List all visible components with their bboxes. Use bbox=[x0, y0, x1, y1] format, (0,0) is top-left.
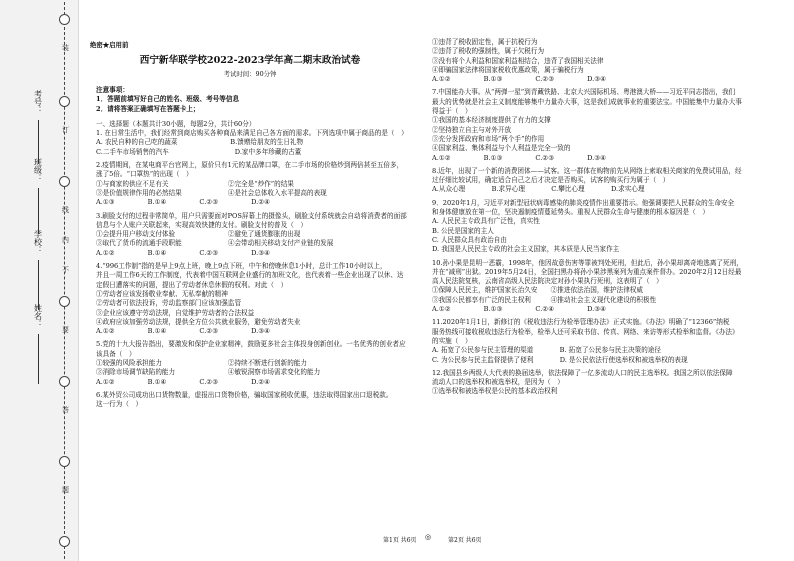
question-line: 10.孙小果是昆明一恶霸，1998年，他因故意伤害等罪被判处死刑，但此后，孙小果却离奇地逃离了死刑， bbox=[432, 258, 743, 267]
question-line: 9．2020年1月，习近平对新型冠状病毒感染的肺炎疫情作出重要指示。他强调要把人民群众的生命安全 bbox=[432, 198, 735, 207]
binding-hole bbox=[59, 96, 70, 107]
exam-time: 考试时间：90分钟 bbox=[223, 70, 277, 78]
left-column bbox=[96, 86, 426, 410]
note-item: 2．请将答案正确填写在答题卡上； bbox=[96, 104, 200, 113]
question-line: ③我国公民都享有广泛的民主权利 ④推动社会主义现代化建设的积极性 bbox=[432, 295, 657, 304]
name-label: 姓名： bbox=[33, 304, 43, 328]
question-line: 过仔细比较试用，确定适合自己之后才决定是否购买，试客的购买行为属于（ ） bbox=[432, 176, 670, 185]
binding-hole bbox=[59, 14, 70, 25]
binding-dashed-line bbox=[64, 2, 65, 559]
question-line: ②坚持独立自主与对外开放 bbox=[432, 125, 512, 134]
question-line: 8.近年，出现了一个新的消费团体——试客。这一群体在购物前先从网络上索取相关商家的免费试用品，经 bbox=[432, 166, 742, 175]
question-line: 高人民法院复核，云南省高级人民法院决定对孙小果执行死刑，这表明了（ ） bbox=[432, 277, 663, 286]
question-line: 得益于（ ） bbox=[432, 107, 472, 116]
question-line: 和身体健康放在第一位，坚决遏制疫情蔓延势头。重视人民群众生命与健康的根本原因是（ ） bbox=[432, 208, 709, 217]
question-line: ①违背了税收固定性，属于抗税行为 bbox=[432, 38, 538, 46]
seal-word: 订 bbox=[62, 126, 69, 134]
question-line: A.从众心理 B.求异心理 C.攀比心理 D.求实心理 bbox=[432, 185, 645, 194]
question-line: ①保障人民民主，维护国家长治久安 ②推进依法治国，维护法律权威 bbox=[432, 286, 643, 295]
binding-hole bbox=[59, 456, 70, 467]
page-number-right: 第2页 共6页 bbox=[448, 537, 482, 544]
question-line: ①会提升用户移动支付体验 ②避免了通货膨胀的出现 bbox=[96, 230, 301, 239]
footer-symbol: ◎ bbox=[425, 533, 432, 541]
question-line: 4.“996工作制”指的是早上9点上班，晚上9点下班，中午和傍晚休息1小时，总计工作10小时以上， bbox=[96, 262, 387, 271]
question-line: 信息与个人账户关联起来，实现高效快捷的支付。刷脸支付的普及（ ） bbox=[96, 220, 307, 229]
question-line: ④国家利益、集体利益与个人利益是完全一致的 bbox=[432, 144, 571, 153]
school-field[interactable] bbox=[30, 230, 46, 310]
question-line: 该具备（ ） bbox=[96, 349, 136, 358]
seal-word: 线 bbox=[62, 206, 69, 214]
question-line: A. 农民自种的自己吃的蔬菜 B.馈赠给朋友的生日礼物 bbox=[96, 138, 304, 147]
school-label: 学校： bbox=[33, 230, 43, 254]
question-line: 11.2020年1月1日，新修订的《税收违法行为检举管理办法》正式实施。《办法》明确了“12366”纳税 bbox=[432, 318, 730, 327]
question-line: C. 为公民参与民主监督提供了便利 D. 是公民依法行使选举权和被选举权的表现 bbox=[432, 355, 688, 364]
question-line: ①劳动者应该发扬敬业奉献、无私奉献的精神 bbox=[96, 289, 228, 298]
question-line: ③企业应该遵守劳动法规，自觉维护劳动者的合法权益 bbox=[96, 308, 255, 317]
question-line: B. 公民是国家的主人 bbox=[432, 226, 494, 235]
seal-word: 不 bbox=[62, 266, 69, 274]
question-line: 7.中国能办大事。从“两弹一星”到青藏铁路、北京大兴国际机场、粤港澳大桥——习近平同志指出，我们 bbox=[432, 88, 736, 97]
question-line: 的实施（ ） bbox=[432, 336, 472, 345]
question-line: C.二手车市场销售的汽车 D.家中多年珍藏的古董 bbox=[96, 147, 302, 156]
question-line: A. 人民民主专政具有广泛性，真实性 bbox=[432, 217, 540, 226]
question-line: 2.疫情期间，在某电商平台官网上，原价只有1元的某品牌口罩，在二手市场的价格炒到两倍甚至五倍多， bbox=[96, 161, 404, 170]
question-line: 流动人口的选举权和被选举权，是因为（ ） bbox=[432, 378, 564, 387]
question-line: ①选举权和被选举权是公民的基本政治权利 bbox=[432, 387, 558, 396]
question-line: 3.刷脸支付的过程非常简单，用户只需要面对POS屏幕上的摄像头，刷脸支付系统就会自动将消费者的面部 bbox=[96, 211, 407, 220]
question-line: ③消除市场调节缺陷的能力 ④敏锐洞察市场需求变化的能力 bbox=[96, 368, 321, 377]
question-line: 定假日遭落实的问题，提出了劳动者休息休假的权利。对此（ ） bbox=[96, 280, 288, 289]
question-line: ③是价值规律作用的必然结果 ④是社会总体收入水平提高的表现 bbox=[96, 188, 327, 197]
binding-hole bbox=[59, 536, 70, 547]
question-line: ①与商家的供应不足有关 ②完全是“炒作”的结果 bbox=[96, 179, 294, 188]
question-line: 6.某外贸公司成功出口货物数量，虚报出口货物价格，骗取国家税收优惠，违法取得国家出口退税款。 bbox=[96, 390, 393, 399]
question-line: 涨了5倍。“口罩热”的出现（ ） bbox=[96, 170, 193, 179]
question-line: ②劳动者可依法投诉，劳动监察部门应该加强监管 bbox=[96, 299, 242, 308]
question-line: ④即骗国家法律将国家税收优惠政策，属于骗税行为 bbox=[432, 65, 584, 74]
question-line: A.①② B.①③ C.②④ D.③④ bbox=[432, 305, 607, 314]
question-line: 一、选择题（本题共计30小题，每题2分，共计60分） bbox=[96, 119, 256, 128]
question-line: 1. 在日常生活中，我们经常到商店购买各种商品来满足自己各方面的需求。下列选项中属于商品的是（ ） bbox=[96, 129, 408, 138]
seal-word: 题 bbox=[62, 486, 69, 494]
question-line: 最大的优势就是社会主义制度能够集中力量办大事，这是我们成就事业的重要法宝。中国能集中力量办大事 bbox=[432, 97, 742, 106]
question-line: A.①③ B.①④ C.②③ D.②④ bbox=[96, 198, 271, 207]
exam-number-label: 考号： bbox=[33, 90, 43, 114]
seal-word: 内 bbox=[62, 236, 69, 244]
secret-mark: 绝密★启用前 bbox=[90, 41, 129, 49]
right-column bbox=[432, 38, 787, 397]
question-line: A.①② B.①③ C.②③ D.③④ bbox=[432, 153, 607, 162]
question-line: ③充分发挥政府和市场“两个手”的作用 bbox=[432, 134, 545, 143]
notes-heading: 注意事项： bbox=[96, 86, 129, 94]
seal-word: 答 bbox=[62, 406, 69, 414]
question-line: ①我国的基本经济制度提供了有力的支撑 bbox=[432, 116, 551, 125]
left-questions bbox=[96, 120, 426, 410]
question-line: 这一行为（ ） bbox=[96, 400, 143, 409]
question-line: ②违背了税收的强制性，属于欠税行为 bbox=[432, 47, 545, 56]
class-label: 班级： bbox=[33, 158, 43, 182]
binding-hole bbox=[59, 176, 70, 187]
question-line: A.①② B.①④ C.②③ D.③④ bbox=[96, 327, 271, 336]
question-line: ①较强的风险承担能力 ②持续不断进行创新的能力 bbox=[96, 359, 307, 368]
binding-hole bbox=[59, 376, 70, 387]
question-line: 并且一周工作6天的工作制度，代表着中国互联网企业盛行的加班文化，也代表着一些企业出现了以休、达 bbox=[96, 271, 404, 280]
question-line: A.①② B.①④ C.②③ D.②④ bbox=[96, 377, 271, 386]
question-line: 服务热线可接收税收违法行为检举，检举人还可采取书信、传真、网络、来访等形式检举和监督。《办法》 bbox=[432, 327, 739, 336]
question-line: A.①② B.①③ C.②③ D.③④ bbox=[432, 75, 607, 84]
question-line: A.①② B.①④ C.②③ D.③④ bbox=[96, 248, 271, 257]
name-field[interactable] bbox=[30, 304, 46, 384]
question-line: 12.我国县乡两级人大代表的换届选举，依法保障了一亿多流动人口的民主选举权。我国之所以依法保障 bbox=[432, 368, 733, 377]
question-line: ④政府应该加强劳动法规，提供全方位公共就业服务，避免劳动者失业 bbox=[96, 317, 301, 326]
right-questions bbox=[432, 38, 787, 397]
note-item: 1．答题前填写好自己的姓名、班级、考号等信息 bbox=[96, 95, 240, 104]
binding-hole bbox=[59, 296, 70, 307]
question-line: A. 拓宽了公民参与民主管理的渠道 B. 拓宽了公民参与民主决策的途径 bbox=[432, 346, 661, 355]
question-line: 5.党的十九大报告指出，要激发和保护企业家精神，鼓励更多社会主体投身创新创业。一名优秀的创业者应 bbox=[96, 340, 406, 349]
question-line: C. 人民群众具有政治自由 bbox=[432, 235, 507, 244]
question-line: D. 我国是人民民主专政的社会主义国家，其本质是人民当家作主 bbox=[432, 245, 620, 254]
class-field[interactable] bbox=[30, 158, 46, 234]
question-line: ③没有将个人利益和国家利益相结合，违背了我国相关法律 bbox=[432, 56, 604, 65]
seal-word: 装 bbox=[62, 44, 69, 52]
paper-title: 西宁新华联学校2022-2023学年高二期末政治试卷 bbox=[139, 55, 361, 66]
page-number-left: 第1页 共6页 bbox=[383, 537, 417, 544]
seal-word: 要 bbox=[62, 326, 69, 334]
question-line: 并在“减刑”出狱。2019年5月24日，全国扫黑办将孙小果涉黑案列为重点案件督办。2020年2月12日经最 bbox=[432, 267, 742, 276]
exam-number-field[interactable] bbox=[30, 90, 46, 164]
question-line: ③取代了货币的流通手段职能 ④会带动相关移动支付产业链的发展 bbox=[96, 239, 334, 248]
